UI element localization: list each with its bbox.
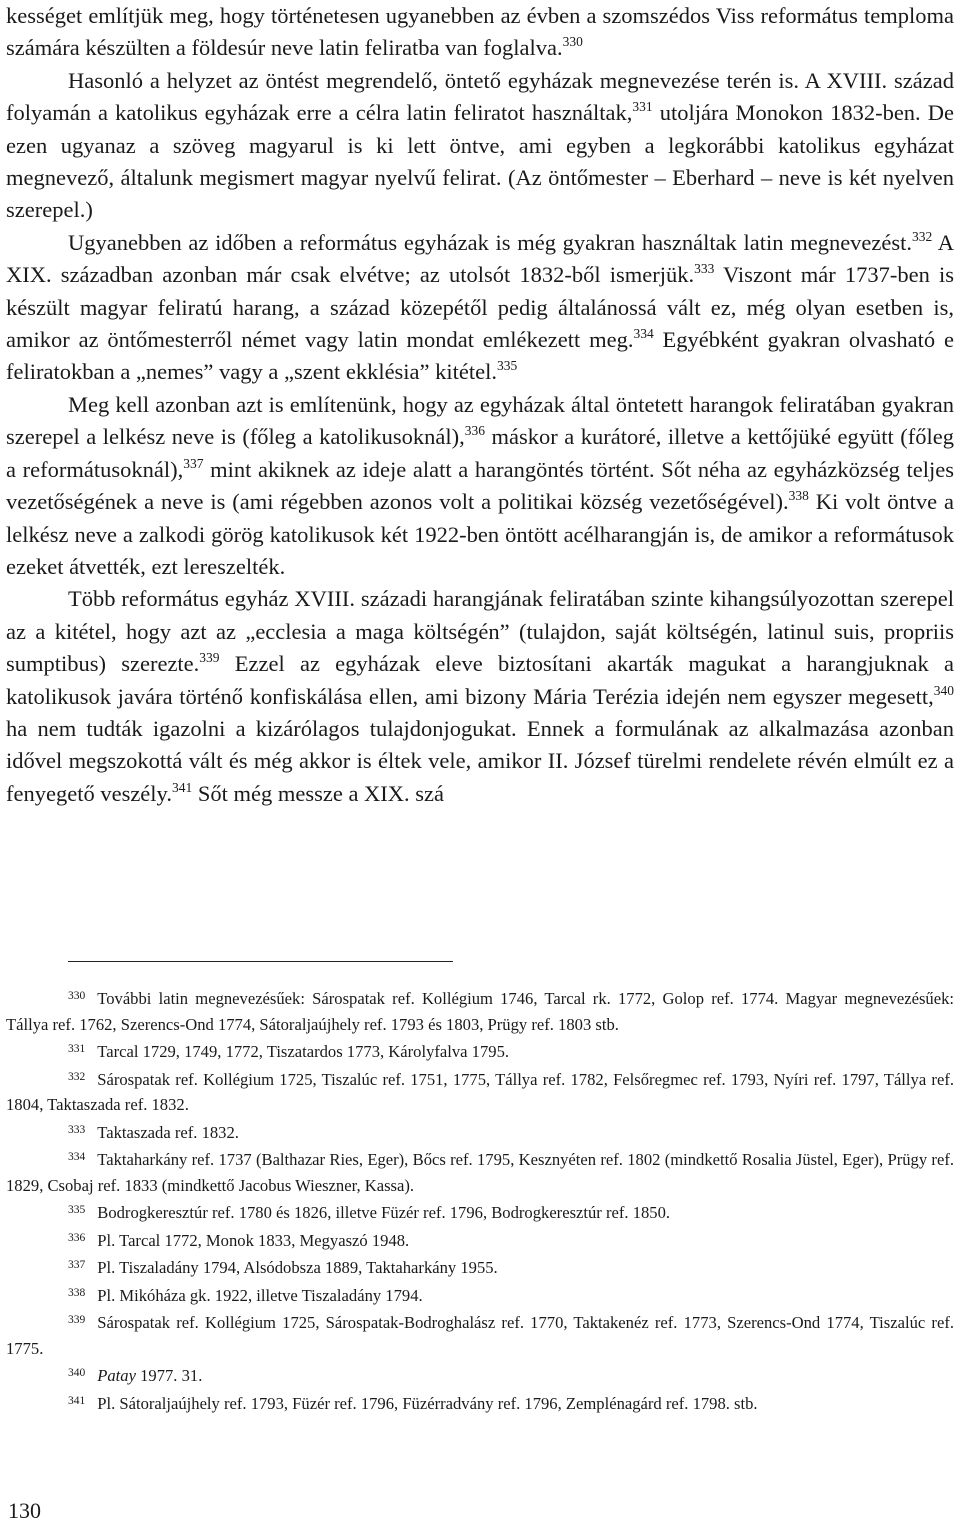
text-run: Ki volt öntve a lelkész neve a zalkodi görög katolikusok két 1922-ben öntött acélharangján is, de amikor a reformátusok ezeket átvették, ezt lereszelték. [6,489,954,579]
footnote-339 [6,1308,954,1361]
footnote-number: 336 [68,1231,86,1244]
text-run: A XIX. században azonban már csak elvétve; az utolsót 1832-ből ismerjük. [6,229,954,288]
footnote-number: 341 [68,1394,86,1407]
footnote-text: Pl. Tarcal 1772, Monok 1833, Megyaszó 1948. [97,1230,410,1250]
footnote-number: 330 [68,990,86,1002]
footnote-ref-341[interactable]: 341 [171,779,193,795]
footnote-ref-335[interactable]: 335 [497,358,518,374]
footnote-331 [6,1037,954,1065]
footnote-330 [6,984,954,1037]
footnote-number: 337 [68,1259,86,1272]
footnote-text: Tarcal 1729, 1749, 1772, Tiszatardos 1773, Károlyfalva 1795. [97,1042,510,1062]
footnote-text: Sárospatak ref. Kollégium 1725, Sárospatak-Bodroghalász ref. 1770, Taktakenéz ref. 1773, Szerencs-Ond 1774, Tiszalúc ref. 1775. [6,1313,954,1358]
footnote-ref-339[interactable]: 339 [199,650,220,666]
paragraph-5 [6,583,954,810]
footnote-text: Taktaharkány ref. 1737 (Balthazar Ries, Eger), Bőcs ref. 1795, Kesznyéten ref. 1802 (mindkettő Rosalia Jüstel, Eger), Prügy ref. 1829, Csobaj ref. 1833 (mindkettő Jacobus Wieszner, Kassa). [6,1150,954,1195]
footnote-ref-331[interactable]: 331 [632,99,653,115]
text-run: Egyébként gyakran olvasható e feliratokban a „nemes” vagy a „szent ekklésia” kitétel. [6,327,954,385]
footnote-number: 331 [68,1042,86,1055]
footnote-number: 332 [68,1070,86,1083]
page-number: 130 [8,1498,41,1523]
footnote-ref-336[interactable]: 336 [464,423,485,439]
text-run: Hasonló a helyzet az öntést megrendelő, öntető egyházak megnevezése terén is. A XVIII. század folyamán a katolikus egyházak erre a célra latin feliratot használtak, [6,67,954,126]
footnote-text: 1977. 31. [135,1366,203,1386]
footnote-number: 334 [68,1151,86,1164]
footnote-ref-338[interactable]: 338 [788,488,809,504]
text-run: utoljára Monokon 1832-ben. De ezen ugyanaz a szöveg magyarul is ki lett öntve, ami egyben a legkorábbi katolikus egyházat megnevező, általunk megismert magyar nyelvű felirat. (Az öntőmester – Eberhard – neve is két nyelven szerepel.) [6,100,954,223]
footnote-ref-330[interactable]: 330 [562,34,583,50]
footnote-author: Patay [97,1366,136,1386]
text-run: máskor a kurátoré, illetve a kettőjüké együtt (főleg a reformátusoknál), [6,424,954,482]
text-run: mint akiknek az ideje alatt a harangöntés történt. Sőt néha az egyházközség teljes vezetőségének a neve is (ami régebben azonos volt a politikai község vezetőségével). [6,456,954,515]
paragraph-1 [6,0,954,65]
text-run: Több református egyház XVIII. századi harangjának feliratában szinte kihangsúlyozottan szerepel az a kitétel, hogy azt az „ecclesia a maga költségén” (tulajdon, saját költségén, latinul suis, propriis sumptibus) szerezte. [6,586,954,677]
paragraph-3 [6,227,954,389]
text-run: Sőt még messze a XIX. szá [192,780,445,806]
footnotes [6,984,954,1417]
footnote-number: 335 [68,1204,86,1217]
footnote-ref-340[interactable]: 340 [933,682,954,698]
footnote-text: Pl. Mikóháza gk. 1922, illetve Tiszaladány 1794. [97,1286,423,1306]
footnote-text: Sárospatak ref. Kollégium 1725, Tiszalúc ref. 1751, 1775, Tállya ref. 1782, Felsőregmec ref. 1793, Nyíri ref. 1797, Tállya ref. 1804, Taktaszada ref. 1832. [6,1069,954,1115]
footnote-text: Bodrogkeresztúr ref. 1780 és 1826, illetve Füzér ref. 1796, Bodrogkeresztúr ref. 1850. [97,1203,671,1223]
footnote-340 [6,1361,954,1389]
text-run: Ugyanebben az időben a református egyházak is még gyakran használtak latin megnevezést. [68,229,913,255]
footnote-333 [6,1118,954,1146]
footnote-text: Pl. Sátoraljaújhely ref. 1793, Füzér ref. 1796, Füzérradvány ref. 1796, Zemplénagárd ref. 1798. stb. [97,1394,758,1414]
footnote-ref-332[interactable]: 332 [912,229,933,245]
text-run: kességet említjük meg, hogy történetesen ugyanebben az évben a szomszédos Viss református temploma számára készülten a földesúr neve latin feliratba van foglalva. [6,3,954,61]
footnote-334 [6,1145,954,1198]
main-text [6,0,954,810]
footnote-number: 333 [68,1123,86,1136]
paragraph-2 [6,65,954,227]
footnote-number: 338 [68,1286,86,1299]
footnote-text: További latin megnevezésűek: Sárospatak ref. Kollégium 1746, Tarcal rk. 1772, Golop ref. 1774. Magyar megnevezésűek: Tállya ref. 1762, Szerencs-Ond 1774, Sátoraljaújhely ref. 1793 és 1803, Prügy ref. 1803 stb. [6,989,954,1034]
text-run: Meg kell azonban azt is említenünk, hogy az egyházak által öntetett harangok feliratában gyakran szerepel a lelkész neve is (főleg a katolikusoknál), [6,391,954,450]
text-run: Ezzel az egyházak eleve biztosítani akarták magukat a harangjuknak a katolikusok javára történő konfiskálása ellen, ami bizony Mária Terézia idején nem egyszer megesett, [6,651,954,709]
footnote-341 [6,1389,954,1417]
footnote-332 [6,1065,954,1118]
footnote-ref-337[interactable]: 337 [183,455,204,471]
footnote-336 [6,1226,954,1254]
footnote-text: Taktaszada ref. 1832. [97,1122,239,1142]
footnote-337 [6,1253,954,1281]
paragraph-4 [6,389,954,583]
footnote-number: 340 [68,1367,86,1380]
footnote-text: Pl. Tiszaladány 1794, Alsódobsza 1889, Taktaharkány 1955. [97,1258,498,1278]
footnote-separator [68,961,453,962]
footnote-number: 339 [68,1314,86,1327]
footnote-338 [6,1281,954,1309]
text-run: ha nem tudták igazolni a kizárólagos tulajdonjogukat. Ennek a formulának az alkalmazása azonban idővel megszokottá vált és még akkor is éltek vele, amikor II. József türelmi rendelete révén elmúlt ez a fenyegető veszély. [6,715,954,806]
footnote-ref-334[interactable]: 334 [633,326,654,342]
footnote-ref-333[interactable]: 333 [694,261,715,277]
text-run: Viszont már 1737-ben is készült magyar feliratú harang, a század közepétől pedig általánossá vált ez, még olyan esetben is, amikor az öntőmesterről német vagy latin mondat emlékezett meg. [6,262,954,353]
footnote-335 [6,1198,954,1226]
